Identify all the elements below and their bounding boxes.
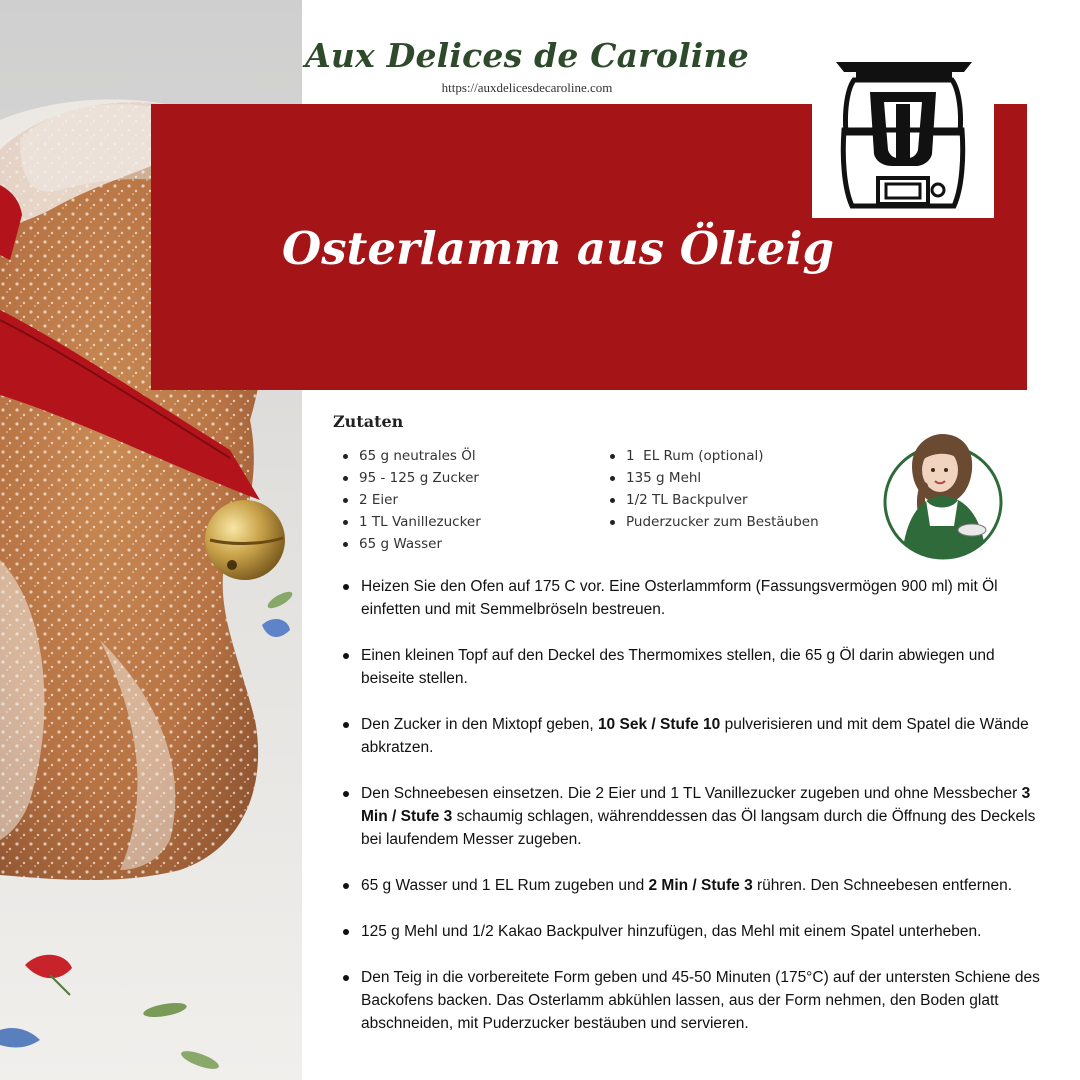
instruction-step xyxy=(341,920,1041,943)
instruction-step xyxy=(341,575,1041,621)
step-text: Den Schneebesen einsetzen. Die 2 Eier und 1 TL Vanillezucker zugeben und ohne Messbecher xyxy=(361,785,1022,802)
brand-title: Aux Delices de Caroline xyxy=(305,36,749,75)
step-setting-bold: 2 Min / Stufe 3 xyxy=(648,877,753,894)
step-setting-bold: 10 Sek / Stufe 10 xyxy=(597,716,721,733)
ingredient-item: 135 g Mehl xyxy=(602,467,819,489)
ingredient-item: 95 - 125 g Zucker xyxy=(335,467,481,489)
ingredient-item: 65 g Wasser xyxy=(335,533,481,555)
step-text: Einen kleinen Topf auf den Deckel des Thermomixes stellen, die 65 g Öl darin abwiegen und beiseite stellen. xyxy=(361,647,995,687)
thermomix-icon xyxy=(812,58,994,218)
brand-url[interactable]: https://auxdelicesdecaroline.com xyxy=(441,80,613,95)
step-text: 125 g Mehl und 1/2 Kakao Backpulver hinzufügen, das Mehl mit einem Spatel unterheben. xyxy=(361,923,982,940)
ingredient-item: 1/2 TL Backpulver xyxy=(602,489,819,511)
recipe-title-text: Osterlamm aus Ölteig xyxy=(282,222,834,275)
ingredients-heading: Zutaten xyxy=(333,412,404,431)
ingredient-item: 1 TL Vanillezucker xyxy=(335,511,481,533)
step-text: pulverisieren und mit dem Spatel die Wände abkratzen. xyxy=(361,716,1029,756)
thermomix-badge xyxy=(812,58,994,218)
step-text: Den Zucker in den Mixtopf geben, xyxy=(361,716,598,733)
step-text: Heizen Sie den Ofen auf 175 C vor. Eine Osterlammform (Fassungsvermögen 900 ml) mit Öl einfetten und mit Semmelbröseln bestreuen. xyxy=(361,578,998,618)
instruction-step xyxy=(341,782,1041,851)
step-text: Den Teig in die vorbereitete Form geben und 45-50 Minuten (175°C) auf der untersten Schiene des Backofens backen. Das Osterlamm abkühlen lassen, aus der Form nehmen, den Boden glatt abschneiden, mit Puderzucker bestäuben und servieren. xyxy=(361,969,1040,1032)
step-setting-bold: 3 Min / Stufe 3 xyxy=(361,785,1031,825)
ingredient-item: Puderzucker zum Bestäuben xyxy=(602,511,819,533)
step-text: 65 g Wasser und 1 EL Rum zugeben und xyxy=(361,877,649,894)
instruction-step xyxy=(341,713,1041,759)
ingredient-item: 1 EL Rum (optional) xyxy=(602,445,819,467)
instruction-step xyxy=(341,874,1041,897)
ingredients-list-2 xyxy=(602,445,819,533)
woman-avatar-icon xyxy=(882,430,1004,560)
instruction-step xyxy=(341,644,1041,690)
step-text: rühren. Den Schneebesen entfernen. xyxy=(752,877,1013,894)
instruction-step xyxy=(341,966,1041,1035)
instructions-list xyxy=(341,575,1041,1035)
ingredients-list-1 xyxy=(335,445,481,555)
step-text: schaumig schlagen, währenddessen das Öl langsam durch die Öffnung des Deckels bei laufendem Messer zugeben. xyxy=(361,808,1036,848)
ingredient-item: 2 Eier xyxy=(335,489,481,511)
ingredient-item: 65 g neutrales Öl xyxy=(335,445,481,467)
recipe-title xyxy=(151,222,951,275)
